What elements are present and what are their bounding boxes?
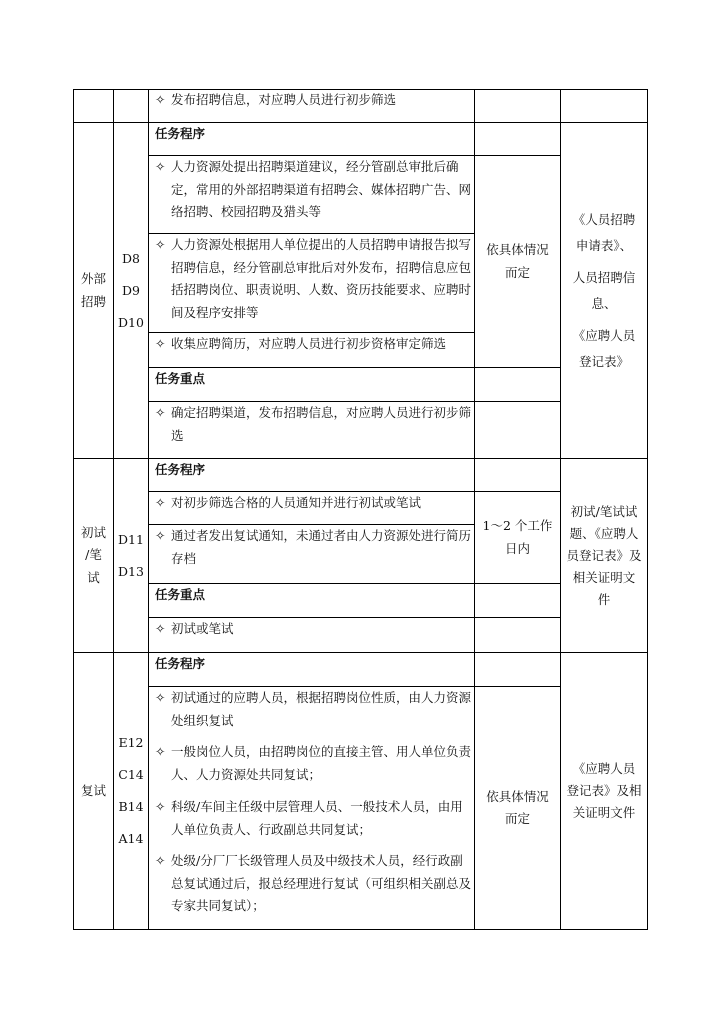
diamond-bullet-icon: ✧	[155, 495, 166, 510]
docs-cell-external: 《人员招聘 申请表》、 人员招聘信 息、 《应聘人员 登记表》	[572, 211, 636, 369]
diamond-bullet-icon: ✧	[155, 799, 166, 814]
task-item: ✧ 初试通过的应聘人员，根据招聘岗位性质，由人力资源处组织复试	[155, 687, 473, 732]
task-item: ✧ 对初步筛选合格的人员通知并进行初试或笔试	[155, 492, 473, 515]
task-item: ✧ 初试或笔试	[155, 618, 473, 641]
diamond-bullet-icon: ✧	[155, 621, 166, 636]
diamond-bullet-icon: ✧	[155, 336, 166, 351]
task-item: ✧ 确定招聘渠道，发布招聘信息，对应聘人员进行初步筛选	[155, 402, 473, 447]
task-item: ✧ 发布招聘信息，对应聘人员进行初步筛选	[155, 89, 473, 112]
diamond-bullet-icon: ✧	[155, 405, 166, 420]
diamond-bullet-icon: ✧	[155, 853, 166, 868]
time-cell-initial: 1～2 个工作 日内	[482, 518, 553, 556]
time-cell-external: 依具体情况 而定	[486, 242, 549, 280]
stage-cell-external: 外部 招聘	[80, 271, 106, 309]
task-item: ✧ 一般岗位人员，由招聘岗位的直接主管、用人单位负责人、人力资源处共同复试；	[155, 741, 473, 786]
diamond-bullet-icon: ✧	[155, 528, 166, 543]
focus-heading: 任务重点	[155, 371, 206, 386]
task-item: ✧ 人力资源处提出招聘渠道建议，经分管副总审批后确定，常用的外部招聘渠道有招聘会、媒体招聘广告、网络招聘、校园招聘及猎头等	[155, 156, 473, 224]
procedure-heading: 任务程序	[155, 126, 206, 141]
diamond-bullet-icon: ✧	[155, 92, 166, 107]
task-item: ✧ 人力资源处根据用人单位提出的人员招聘申请报告拟写招聘信息，经分管副总审批后对外发布，招聘信息应包括招聘岗位、职责说明、人数、资历技能要求、应聘时间及程序安排等	[155, 234, 473, 324]
procedure-heading: 任务程序	[155, 462, 206, 477]
docs-cell-retest: 《应聘人员 登记表》及相 关证明文件	[566, 761, 642, 820]
task-item: ✧ 科级/车间主任级中层管理人员、一般技术人员，由用人单位负责人、行政副总共同复试；	[155, 796, 473, 841]
task-item: ✧ 处级/分厂厂长级管理人员及中级技术人员，经行政副总复试通过后，报总经理进行复试（可组织相关副总及专家共同复试）；	[155, 850, 473, 918]
code-cell-retest: E12 C14 B14 A14	[118, 735, 144, 846]
procedure-heading: 任务程序	[155, 656, 206, 671]
focus-heading: 任务重点	[155, 587, 206, 602]
time-cell-retest: 依具体情况 而定	[486, 788, 549, 826]
diamond-bullet-icon: ✧	[155, 159, 166, 174]
code-cell-external: D8 D9 D10	[118, 250, 144, 330]
diamond-bullet-icon: ✧	[155, 237, 166, 252]
docs-cell-initial: 初试/笔试试 题、《应聘人 员登记表》及 相关证明文 件	[566, 503, 642, 607]
diamond-bullet-icon: ✧	[155, 690, 166, 705]
task-item: ✧ 收集应聘简历，对应聘人员进行初步资格审定筛选	[155, 333, 473, 356]
stage-cell-initial: 初试 /笔 试	[80, 524, 106, 585]
code-cell-initial: D11 D13	[118, 531, 144, 579]
stage-cell-retest: 复试	[80, 782, 106, 798]
diamond-bullet-icon: ✧	[155, 744, 166, 759]
task-item: ✧ 通过者发出复试通知，未通过者由人力资源处进行简历存档	[155, 525, 473, 570]
